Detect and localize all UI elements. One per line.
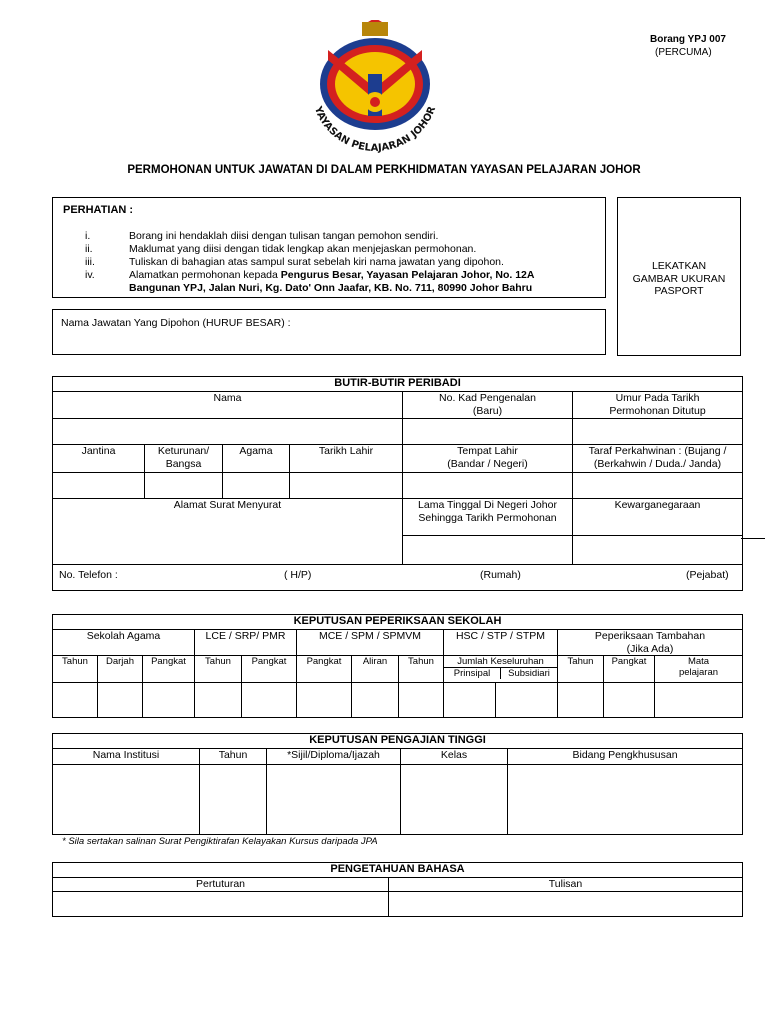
school-cell[interactable] (399, 683, 444, 718)
dob-label: Tarikh Lahir (290, 445, 403, 473)
residence-label: Lama Tinggal Di Negeri Johor Sehingga Tarikh Permohonan (403, 499, 573, 536)
address-label: Alamat Surat Menyurat (173, 499, 282, 511)
col-institution: Nama Institusi (53, 749, 200, 765)
col-year: Tahun (558, 656, 604, 683)
photo-label-line1: LEKATKAN (651, 260, 707, 272)
passport-photo-box[interactable] (617, 197, 741, 356)
personal-heading: BUTIR-BUTIR PERIBADI (53, 377, 743, 392)
notice-address-line: Bangunan YPJ, Jalan Nuri, Kg. Dato' Onn Jaafar, KB. No. 711, 80990 Johor Bahru (129, 282, 533, 294)
ypj-logo-icon (300, 20, 450, 160)
ic-input[interactable] (403, 419, 573, 445)
age-label: Umur Pada Tarikh Permohonan Ditutup (573, 392, 743, 419)
gender-label: Jantina (53, 445, 145, 473)
citizenship-input[interactable] (573, 536, 743, 565)
divider-line (741, 538, 765, 539)
phone-office-label: (Pejabat) (686, 569, 729, 581)
written-input[interactable] (389, 892, 743, 917)
school-results-table (52, 614, 743, 718)
address-field[interactable] (53, 499, 403, 565)
pob-input[interactable] (403, 473, 573, 499)
col-stream: Aliran (352, 656, 399, 683)
footnote: * Sila sertakan salinan Surat Pengiktirafan Kelayakan Kursus daripada JPA (62, 836, 378, 847)
school-cell[interactable] (297, 683, 352, 718)
institution-input[interactable] (53, 765, 200, 835)
col-subsidiary: Subsidiari (500, 668, 557, 679)
school-cell[interactable] (558, 683, 604, 718)
name-input[interactable] (53, 419, 403, 445)
col-subject: Mata pelajaran (655, 656, 743, 683)
logo-text: YAYASAN PELAJARAN JOHOR (311, 105, 439, 154)
form-free-label: (PERCUMA) (655, 47, 712, 58)
extra-exam-header: Peperiksaan Tambahan (Jika Ada) (558, 630, 743, 656)
age-input[interactable] (573, 419, 743, 445)
gender-input[interactable] (53, 473, 145, 499)
school-cell[interactable] (195, 683, 242, 718)
col-rank: Pangkat (242, 656, 297, 683)
school-cell[interactable] (53, 683, 98, 718)
pob-label: Tempat Lahir (Bandar / Negeri) (403, 445, 573, 473)
citizenship-label: Kewarganegaraan (573, 499, 743, 536)
class-input[interactable] (401, 765, 508, 835)
race-label: Keturunan/ Bangsa (145, 445, 223, 473)
name-label: Nama (53, 392, 403, 419)
residence-input[interactable] (403, 536, 573, 565)
personal-details-table (52, 376, 743, 591)
col-year: Tahun (399, 656, 444, 683)
col-total: Jumlah Keseluruhan Prinsipal Subsidiari (444, 656, 558, 683)
higher-education-table (52, 733, 743, 835)
notice-box: PERHATIAN : i. Borang ini hendaklah diisi dengan tulisan tangan pemohon sendiri. ii. Maklumat yang diisi dengan tidak lengkap akan menjejaskan permohonan. iii. Tuliskan di bahagian atas sampul surat sebelah kiri nama jawatan yang dipohon. iv. Alamatkan permohonan kepada Pengurus Besar, Yayasan Pelajaran Johor, No. 12A Bangunan YPJ, Jalan Nuri, Kg. Dato' Onn Jaafar, KB. No. 711, 80990 Johor Bahru (52, 197, 606, 298)
spm-header: MCE / SPM / SPMVM (297, 630, 444, 656)
col-year: Tahun (53, 656, 98, 683)
phone-home-label: (Rumah) (480, 569, 521, 581)
spoken-input[interactable] (53, 892, 389, 917)
language-table (52, 862, 743, 917)
pmr-header: LCE / SRP/ PMR (195, 630, 297, 656)
photo-label-line2: GAMBAR UKURAN (632, 272, 726, 285)
col-rank: Pangkat (297, 656, 352, 683)
school-cell[interactable] (444, 683, 496, 718)
crown-icon (362, 22, 388, 36)
school-heading: KEPUTUSAN PEPERIKSAAN SEKOLAH (53, 615, 743, 630)
religion-label: Agama (223, 445, 290, 473)
stpm-header: HSC / STP / STPM (444, 630, 558, 656)
year-input[interactable] (200, 765, 267, 835)
col-spoken: Pertuturan (53, 878, 389, 892)
post-applied-field[interactable] (52, 309, 606, 355)
notice-heading: PERHATIAN : (63, 204, 134, 216)
marital-input[interactable] (573, 473, 743, 499)
certificate-input[interactable] (267, 765, 401, 835)
school-cell[interactable] (352, 683, 399, 718)
col-year: Tahun (195, 656, 242, 683)
phone-label: No. Telefon : (59, 569, 118, 581)
col-certificate: *Sijil/Diploma/Ijazah (267, 749, 401, 765)
school-cell[interactable] (496, 683, 558, 718)
form-title: PERMOHONAN UNTUK JAWATAN DI DALAM PERKHIDMATAN YAYASAN PELAJARAN JOHOR (127, 164, 641, 176)
col-rank: Pangkat (143, 656, 195, 683)
marital-label: Taraf Perkahwinan : (Bujang / (Berkahwin / Duda./ Janda) (573, 445, 743, 473)
col-rank: Pangkat (604, 656, 655, 683)
col-written: Tulisan (389, 878, 743, 892)
post-applied-label: Nama Jawatan Yang Dipohon (HURUF BESAR) : (61, 317, 291, 329)
school-cell[interactable] (98, 683, 143, 718)
dob-input[interactable] (290, 473, 403, 499)
school-cell[interactable] (143, 683, 195, 718)
col-class: Kelas (401, 749, 508, 765)
phone-hp-label: ( H/P) (284, 569, 312, 581)
school-cell[interactable] (655, 683, 743, 718)
col-grade-level: Darjah (98, 656, 143, 683)
language-heading: PENGETAHUAN BAHASA (53, 863, 743, 878)
col-principal: Prinsipal (453, 668, 491, 679)
ic-label: No. Kad Pengenalan (Baru) (403, 392, 573, 419)
higher-heading: KEPUTUSAN PENGAJIAN TINGGI (53, 734, 743, 749)
phone-row[interactable] (53, 565, 743, 591)
form-code: Borang YPJ 007 (650, 34, 726, 45)
school-cell[interactable] (242, 683, 297, 718)
school-cell[interactable] (604, 683, 655, 718)
religious-school-header: Sekolah Agama (53, 630, 195, 656)
religion-input[interactable] (223, 473, 290, 499)
col-specialization: Bidang Pengkhususan (508, 749, 743, 765)
specialization-input[interactable] (508, 765, 743, 835)
col-year: Tahun (200, 749, 267, 765)
photo-label-line3: PASPORT (654, 285, 704, 297)
race-input[interactable] (145, 473, 223, 499)
